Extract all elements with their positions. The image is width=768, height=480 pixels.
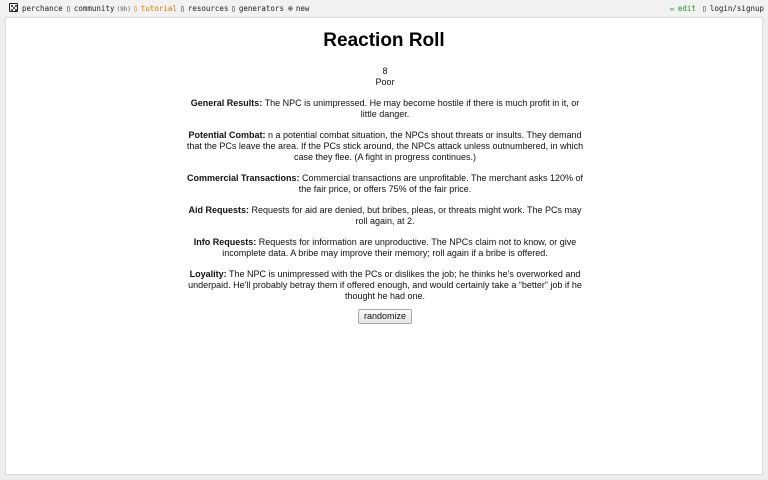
reaction-result bbox=[184, 66, 586, 324]
plus-circle-icon: ⊕ bbox=[288, 4, 293, 13]
roll-label: Poor bbox=[375, 77, 395, 87]
folder-icon: ▯ bbox=[180, 4, 185, 13]
list-icon: ▯ bbox=[231, 4, 236, 13]
nav-tutorial-link[interactable] bbox=[133, 3, 177, 14]
nav-login-label: login/signup bbox=[709, 4, 765, 13]
nav-community-label: community bbox=[73, 4, 115, 13]
book-icon: ▯ bbox=[133, 4, 138, 13]
nav-login-link[interactable] bbox=[702, 3, 764, 14]
section-text: Requests for information are unproductive. The NPCs claim not to know, or give incomplete data. A bribe may improve their memory; roll again if a bribe is offered. bbox=[222, 237, 577, 258]
pencil-icon: ✏ bbox=[670, 4, 675, 13]
section-info-requests bbox=[184, 237, 586, 259]
top-nav-bar bbox=[0, 0, 768, 16]
nav-generators-link[interactable] bbox=[231, 3, 284, 14]
section-text: The NPC is unimpressed. He may become hostile if there is much profit in it, or little danger. bbox=[264, 98, 580, 119]
nav-edit-label: edit bbox=[677, 4, 696, 13]
section-text: Commercial transactions are unprofitable. The merchant asks 120% of the fair price, or offers 75% of the fair price. bbox=[298, 173, 584, 194]
nav-resources-link[interactable] bbox=[180, 3, 228, 14]
user-icon: ▯ bbox=[702, 4, 707, 13]
section-text: Requests for aid are denied, but bribes, pleas, or threats might work. The PCs may roll again, at 2. bbox=[251, 205, 582, 226]
nav-tutorial-label: tutorial bbox=[140, 4, 177, 13]
nav-community-link[interactable] bbox=[66, 3, 131, 14]
roll-value: 8 bbox=[382, 66, 388, 76]
section-text: The NPC is unimpressed with the PCs or dislikes the job; he thinks he's overworked and underpaid. He'll probably betray them if offered enough, and would certainly take a “better” job if he thought he had one. bbox=[188, 269, 582, 301]
nav-brand-link[interactable]: perchance bbox=[22, 4, 63, 13]
section-heading: Aid Requests: bbox=[188, 205, 249, 215]
section-heading: Loyality: bbox=[189, 269, 227, 279]
page-title: Reaction Roll bbox=[323, 30, 445, 51]
section-heading: Info Requests: bbox=[193, 237, 257, 247]
dice-icon[interactable] bbox=[9, 3, 18, 12]
section-general-results bbox=[184, 98, 586, 120]
nav-new-label: new bbox=[295, 4, 310, 13]
section-aid-requests bbox=[184, 205, 586, 227]
section-potential-combat bbox=[184, 130, 586, 163]
nav-generators-label: generators bbox=[238, 4, 284, 13]
section-heading: Commercial Transactions: bbox=[186, 173, 300, 183]
generator-output-panel bbox=[5, 17, 763, 475]
nav-new-link[interactable] bbox=[288, 3, 309, 14]
nav-edit-link[interactable] bbox=[670, 3, 696, 14]
section-text: n a potential combat situation, the NPCs shout threats or insults. They demand that the PCs leave the area. If the PCs stick around, the NPCs attack unless outnumbered, in which case they flee. (A fight in progress continues.) bbox=[186, 130, 584, 162]
community-count-badge: (9h) bbox=[116, 6, 131, 13]
section-commercial-transactions bbox=[184, 173, 586, 195]
randomize-button[interactable]: randomize bbox=[358, 309, 412, 324]
nav-resources-label: resources bbox=[187, 4, 229, 13]
section-heading: Potential Combat: bbox=[188, 130, 266, 140]
section-loyality bbox=[184, 269, 586, 302]
chat-icon: ▯ bbox=[66, 4, 71, 13]
section-heading: General Results: bbox=[190, 98, 263, 108]
